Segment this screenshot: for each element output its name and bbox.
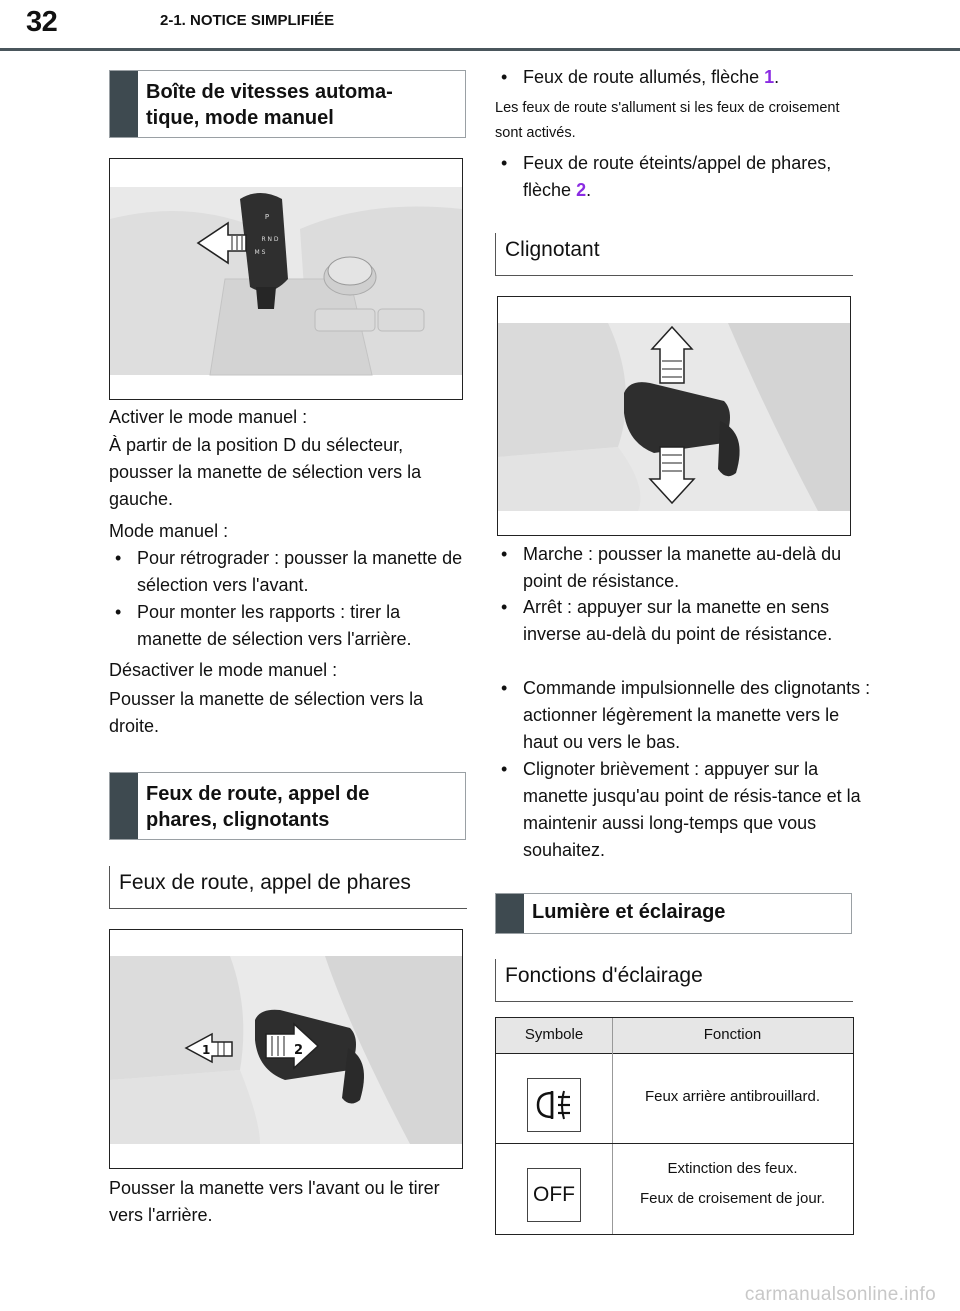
bullet-item: • Arrêt : appuyer sur la manette en sens inverse au-delà du point de résistance.	[495, 594, 868, 648]
bullet-text: Feux de route éteints/appel de phares, flèche	[523, 153, 832, 200]
row-divider	[496, 1143, 853, 1144]
heading-bar	[496, 894, 524, 933]
off-icon-text: OFF	[533, 1183, 575, 1206]
section-title: Lumière et éclairage	[532, 901, 726, 923]
section-heading-lights	[109, 772, 466, 840]
paragraph: Pousser la manette vers l'avant ou le tirer vers l'arrière.	[109, 1178, 440, 1225]
function-daytime-lights: Feux de croisement de jour.	[639, 1190, 826, 1207]
bullet-item: • Clignoter brièvement : appuyer sur la manette jusqu'au point de résis-tance et la maintenir aussi long-temps que vous souhaitez.	[495, 756, 868, 864]
function-lights-off: Extinction des feux.	[667, 1160, 798, 1177]
heading-bar	[110, 71, 138, 137]
svg-text:P: P	[264, 213, 270, 221]
bullet-end: .	[586, 180, 592, 200]
column-header-function: Fonction	[703, 1026, 762, 1043]
subheading-turn-signal	[495, 233, 853, 276]
chapter-title: 2-1. NOTICE SIMPLIFIÉE	[160, 12, 335, 29]
figure-high-beam-stalk	[109, 929, 463, 1169]
bullet-item: • Pour monter les rapports : tirer la manette de sélection vers l'arrière.	[109, 599, 469, 653]
bullet-item: • Commande impulsionnelle des clignotants : actionner légèrement la manette vers le haut ou vers le bas.	[495, 675, 873, 756]
section-heading-gearbox	[109, 70, 466, 138]
note: Les feux de route s'allument si les feux de croisement sont activés.	[495, 100, 840, 141]
svg-text:R N D: R N D	[261, 236, 279, 243]
paragraph: Activer le mode manuel :	[109, 407, 308, 427]
subheading-text: Clignotant	[505, 238, 600, 261]
paragraph: À partir de la position D du sélecteur, pousser la manette de sélection vers la gauche.	[109, 435, 422, 509]
paragraph: Désactiver le mode manuel :	[109, 660, 338, 680]
header-rule	[0, 48, 960, 51]
lighting-functions-table	[495, 1017, 854, 1235]
section-title: Feux de route, appel de phares, clignotants	[146, 783, 370, 831]
svg-text:M S: M S	[254, 249, 266, 256]
section-title: Boîte de vitesses automa- tique, mode manuel	[146, 81, 393, 129]
figure-turn-signal-stalk	[497, 296, 851, 536]
arrow-2-label: 2	[294, 1043, 304, 1058]
bullet-item: • Marche : pousser la manette au-delà du point de résistance.	[495, 541, 868, 595]
high-beam-illustration	[110, 930, 462, 1168]
watermark: carmanualsonline.info	[744, 1284, 936, 1305]
figure-gear-selector	[109, 158, 463, 400]
column-header-symbol: Symbole	[524, 1026, 584, 1043]
bullet-item	[495, 150, 868, 204]
section-heading-lighting	[495, 893, 852, 934]
page-number: 32	[26, 6, 58, 38]
bullet-text: Feux de route allumés, flèche	[523, 67, 760, 87]
arrow-number: 1	[764, 67, 775, 87]
bullet-end: .	[774, 67, 780, 87]
bullet-item: • Pour rétrograder : pousser la manette de sélection vers l'avant.	[109, 545, 469, 599]
subheading-text: Feux de route, appel de phares	[119, 871, 411, 894]
heading-bar	[110, 773, 138, 839]
arrow-1-label: 1	[202, 1043, 211, 1057]
subheading-lighting-functions	[495, 959, 853, 1002]
gear-selector-illustration	[110, 159, 462, 399]
arrow-number: 2	[576, 180, 587, 200]
subheading-high-beam	[109, 866, 467, 909]
subheading-text: Fonctions d'éclairage	[505, 964, 703, 987]
rear-fog-light-icon	[527, 1078, 581, 1132]
bullet-item	[495, 64, 868, 91]
function-rear-fog: Feux arrière antibrouillard.	[644, 1088, 821, 1105]
paragraph: Pousser la manette de sélection vers la droite.	[109, 689, 424, 736]
turn-signal-illustration	[498, 297, 850, 535]
paragraph: Mode manuel :	[109, 521, 229, 541]
off-icon	[527, 1168, 581, 1222]
